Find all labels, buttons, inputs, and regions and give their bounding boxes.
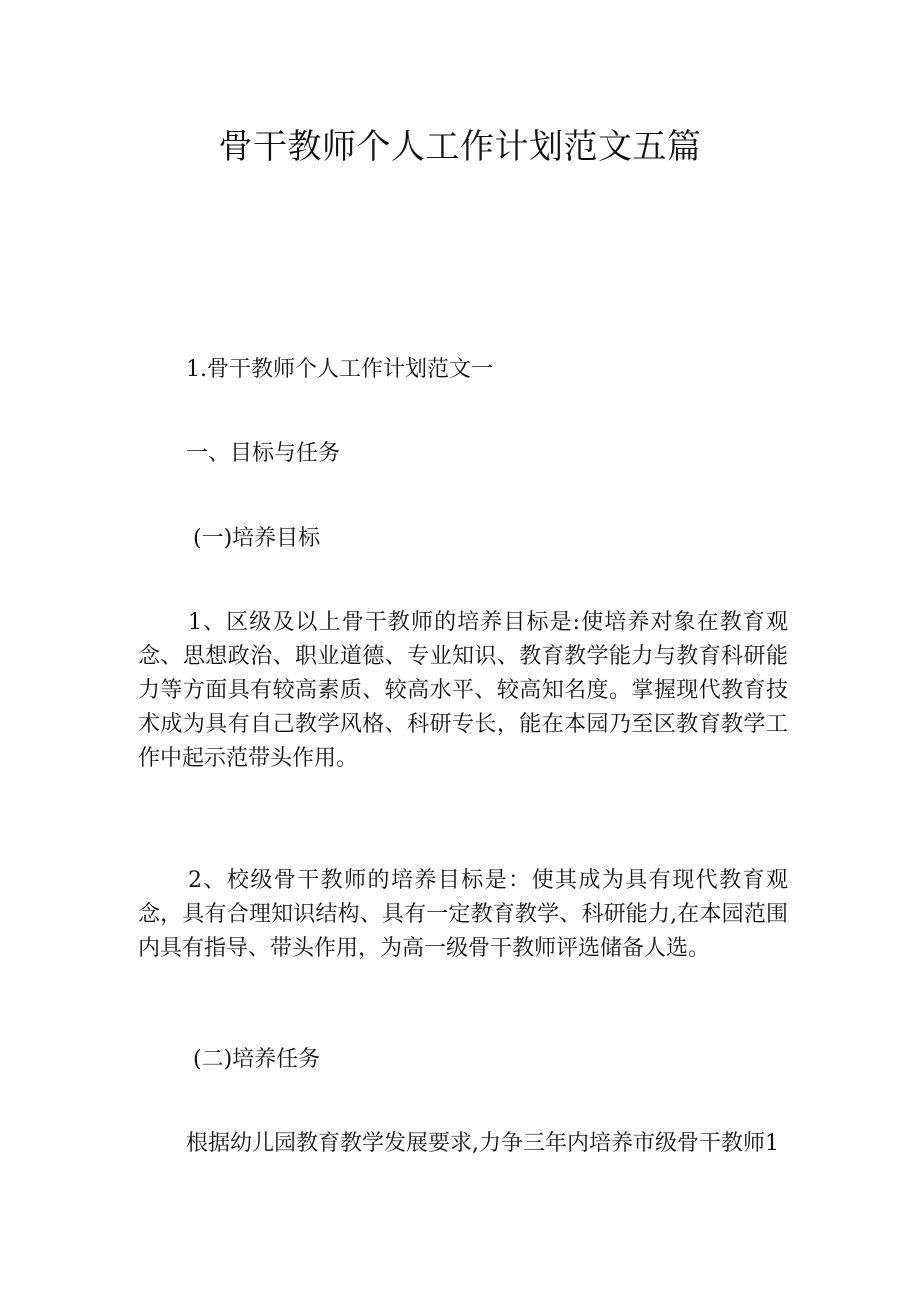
subheading-training-goals: (一)培养目标 — [193, 526, 321, 551]
section-heading: 1.骨干教师个人工作计划范文一 — [186, 357, 493, 382]
paragraph-training-tasks: 根据幼儿园教育教学发展要求,力争三年内培养市级骨干教师1 — [186, 1131, 779, 1156]
document-title: 骨干教师个人工作计划范文五篇 — [218, 127, 702, 167]
paragraph-school-teacher-goals: 2、校级骨干教师的培养目标是：使其成为具有现代教育观念，具有合理知识结构、具有一定教育教学、科研能力,在本园范围内具有指导、带头作用，为高一级骨干教师评选储备人选。 — [138, 868, 788, 961]
heading-goals-and-tasks: 一、目标与任务 — [186, 441, 341, 466]
paragraph-district-teacher-goals: 1、区级及以上骨干教师的培养目标是:使培养对象在教育观念、思想政治、职业道德、专业知识、教育教学能力与教育科研能力等方面具有较高素质、较高水平、较高知名度。掌握现代教育技术成为具有自己教学风格、科研专长，能在本园乃至区教育教学工作中起示范带头作用。 — [138, 610, 788, 771]
subheading-training-tasks: (二)培养任务 — [193, 1047, 321, 1072]
